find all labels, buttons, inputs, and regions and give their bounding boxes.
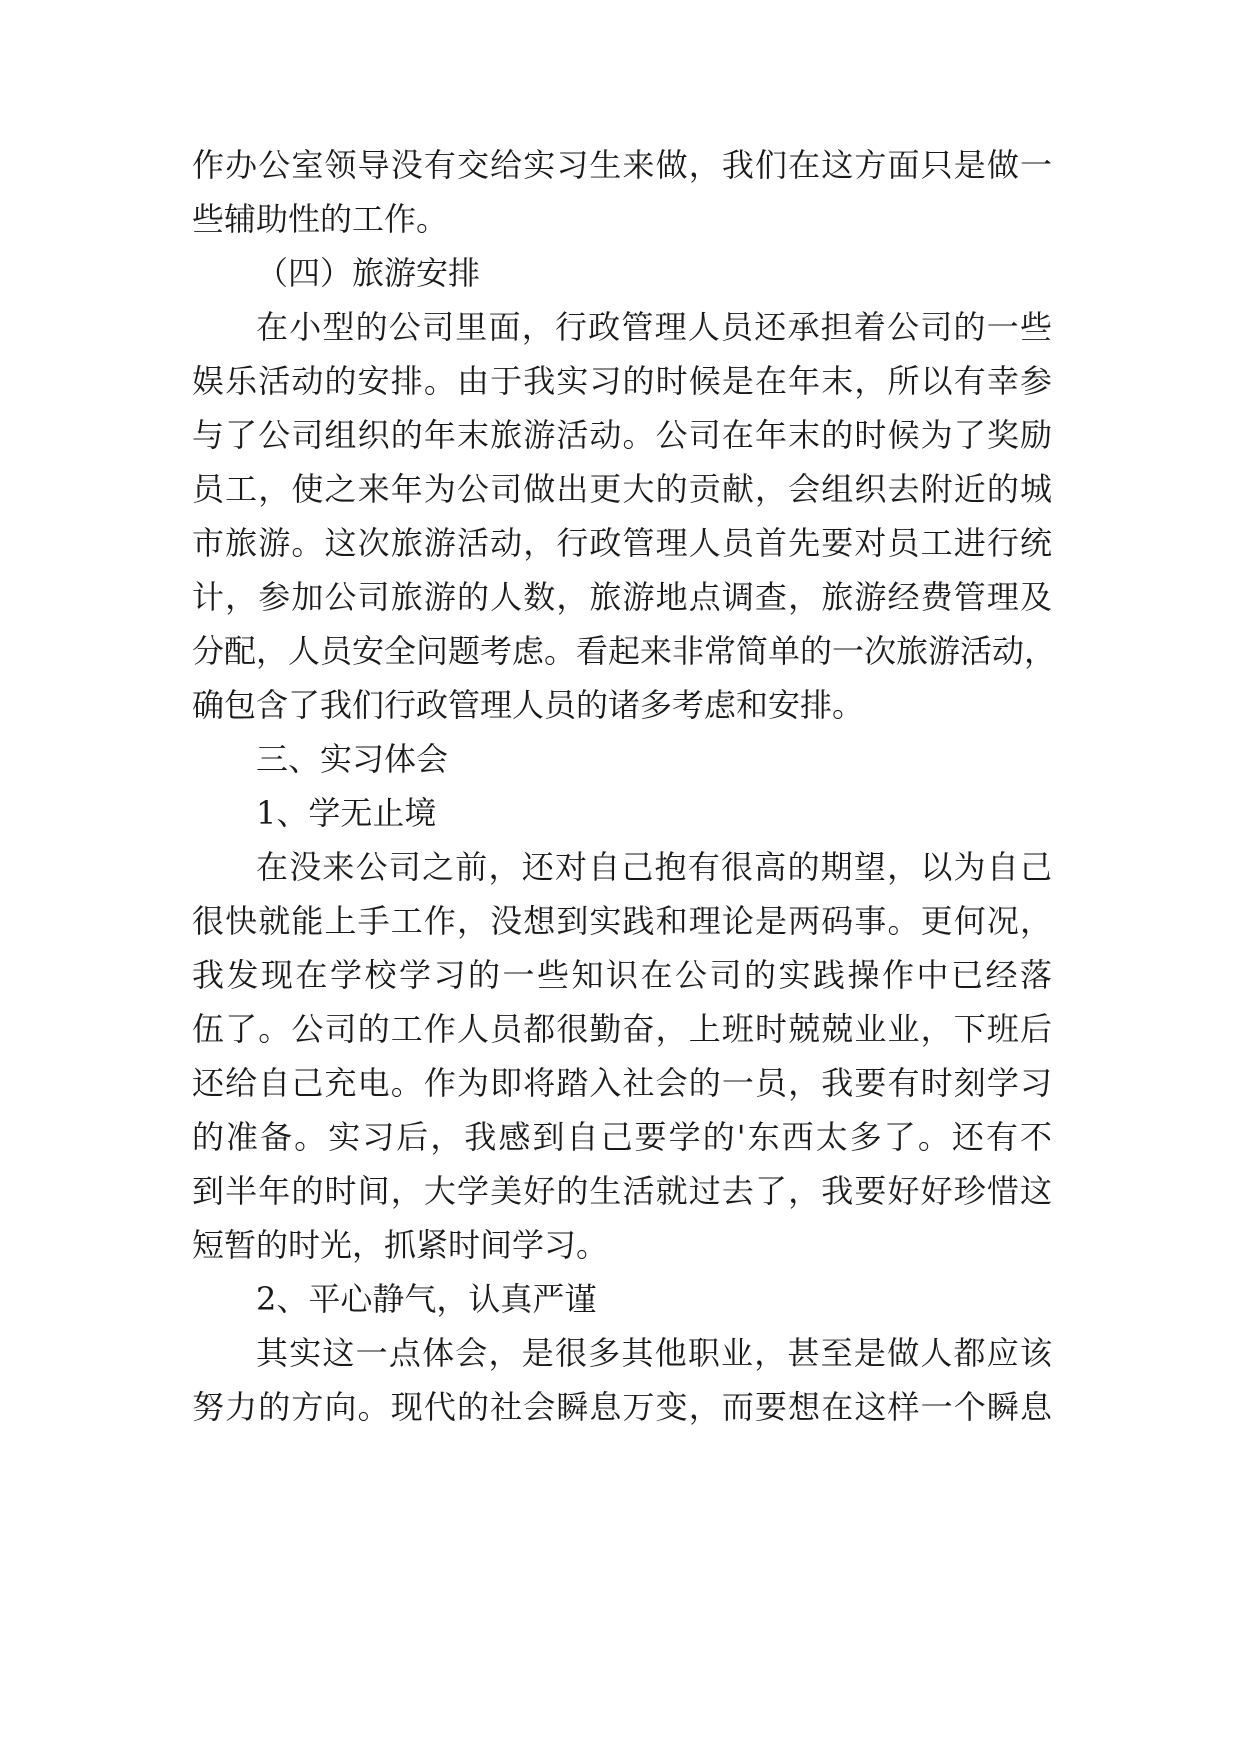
section-heading: 三、实习体会 xyxy=(256,740,449,778)
body-text-line: 些辅助性的工作。 xyxy=(192,200,449,238)
body-text-line: 分配，人员安全问题考虑。看起来非常简单的一次旅游活动， xyxy=(192,632,1057,670)
body-text-line: 很快就能上手工作，没想到实践和理论是两码事。更何况， xyxy=(192,902,1052,940)
body-text-line: 计，参加公司旅游的人数，旅游地点调查，旅游经费管理及 xyxy=(192,578,1052,616)
body-text-line: 与了公司组织的年末旅游活动。公司在年末的时候为了奖励 xyxy=(192,416,1052,454)
body-text-line: 员工，使之来年为公司做出更大的贡献，会组织去附近的城 xyxy=(192,470,1052,508)
subsection-heading: 2、平心静气，认真严谨 xyxy=(256,1280,597,1318)
body-text-line: 市旅游。这次旅游活动，行政管理人员首先要对员工进行统 xyxy=(192,524,1052,562)
body-text-line: 在小型的公司里面，行政管理人员还承担着公司的一些 xyxy=(256,308,1052,346)
body-text-line: 的准备。实习后，我感到自己要学的'东西太多了。还有不 xyxy=(192,1118,1052,1156)
body-text-line: 还给自己充电。作为即将踏入社会的一员，我要有时刻学习 xyxy=(192,1064,1052,1102)
body-text-line: 娱乐活动的安排。由于我实习的时候是在年末，所以有幸参 xyxy=(192,362,1052,400)
body-text-line: 确包含了我们行政管理人员的诸多考虑和安排。 xyxy=(192,686,865,724)
body-text-line: 努力的方向。现代的社会瞬息万变，而要想在这样一个瞬息 xyxy=(192,1388,1052,1426)
body-text-line: 其实这一点体会，是很多其他职业，甚至是做人都应该 xyxy=(256,1334,1052,1372)
body-text-line: 在没来公司之前，还对自己抱有很高的期望，以为自己 xyxy=(256,848,1052,886)
body-text-line: 短暂的时光，抓紧时间学习。 xyxy=(192,1226,609,1264)
body-text-line: 伍了。公司的工作人员都很勤奋，上班时兢兢业业，下班后 xyxy=(192,1010,1052,1048)
subsection-heading: 1、学无止境 xyxy=(256,794,437,832)
body-text-line: 作办公室领导没有交给实习生来做，我们在这方面只是做一 xyxy=(192,146,1052,184)
body-text-line: 我发现在学校学习的一些知识在公司的实践操作中已经落 xyxy=(192,956,1052,994)
section-heading: （四）旅游安排 xyxy=(256,254,481,292)
body-text-line: 到半年的时间，大学美好的生活就过去了，我要好好珍惜这 xyxy=(192,1172,1052,1210)
